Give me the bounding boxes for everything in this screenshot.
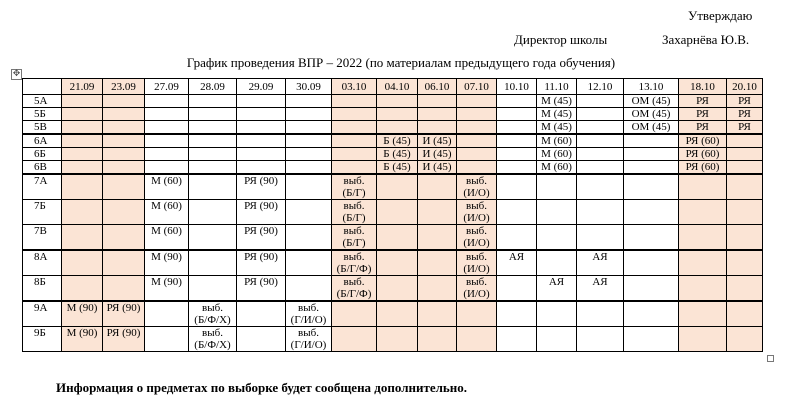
- schedule-cell: [286, 95, 332, 108]
- schedule-cell: [145, 95, 189, 108]
- schedule-cell: [189, 174, 237, 200]
- schedule-cell: [145, 121, 189, 135]
- schedule-cell: М (90): [62, 301, 103, 327]
- schedule-cell: М (90): [145, 276, 189, 302]
- corner-cell: [23, 79, 62, 95]
- date-header: 10.10: [497, 79, 537, 95]
- table-row: [23, 200, 763, 225]
- schedule-cell: [537, 301, 577, 327]
- schedule-cell: [62, 200, 103, 225]
- schedule-cell: [624, 276, 679, 302]
- schedule-cell: [624, 327, 679, 352]
- schedule-cell: [418, 250, 457, 276]
- director-label: Директор школы: [514, 32, 608, 47]
- schedule-cell: [103, 200, 145, 225]
- schedule-cell: РЯ (60): [679, 148, 727, 161]
- class-label: 5В: [23, 121, 62, 135]
- schedule-cell: [624, 301, 679, 327]
- schedule-cell: [189, 95, 237, 108]
- schedule-cell: [537, 250, 577, 276]
- schedule-cell: выб. (И/О): [457, 250, 497, 276]
- schedule-cell: выб. (Б/Г/Ф): [332, 250, 377, 276]
- schedule-cell: [103, 276, 145, 302]
- class-label: 7В: [23, 225, 62, 251]
- schedule-cell: [286, 200, 332, 225]
- schedule-cell: М (90): [145, 250, 189, 276]
- schedule-cell: [62, 95, 103, 108]
- schedule-cell: [377, 121, 418, 135]
- table-row: [23, 134, 763, 148]
- schedule-cell: РЯ (60): [679, 161, 727, 175]
- schedule-cell: выб. (Б/Г): [332, 200, 377, 225]
- schedule-cell: [679, 174, 727, 200]
- class-label: 5Б: [23, 108, 62, 121]
- date-header: 11.10: [537, 79, 577, 95]
- schedule-cell: АЯ: [537, 276, 577, 302]
- schedule-cell: [332, 121, 377, 135]
- table-row: [23, 174, 763, 200]
- class-label: 7А: [23, 174, 62, 200]
- schedule-cell: [457, 161, 497, 175]
- schedule-cell: [145, 148, 189, 161]
- schedule-cell: [189, 134, 237, 148]
- schedule-cell: [286, 121, 332, 135]
- schedule-cell: РЯ: [727, 95, 763, 108]
- schedule-cell: [286, 108, 332, 121]
- schedule-cell: выб. (Б/Ф/Х): [189, 327, 237, 352]
- schedule-cell: выб. (Б/Г): [332, 225, 377, 251]
- schedule-cell: [577, 301, 624, 327]
- schedule-cell: [332, 134, 377, 148]
- table-resize-handle[interactable]: [767, 355, 774, 362]
- schedule-cell: [332, 148, 377, 161]
- schedule-cell: РЯ (90): [237, 174, 286, 200]
- schedule-cell: М (60): [145, 174, 189, 200]
- schedule-cell: [189, 250, 237, 276]
- schedule-cell: РЯ: [679, 121, 727, 135]
- schedule-cell: [418, 121, 457, 135]
- schedule-cell: РЯ (90): [237, 276, 286, 302]
- schedule-cell: [537, 200, 577, 225]
- schedule-cell: [189, 121, 237, 135]
- schedule-cell: [624, 148, 679, 161]
- schedule-cell: выб. (Б/Г/Ф): [332, 276, 377, 302]
- schedule-cell: ОМ (45): [624, 121, 679, 135]
- schedule-cell: [624, 225, 679, 251]
- schedule-cell: [497, 148, 537, 161]
- schedule-cell: выб. (И/О): [457, 276, 497, 302]
- schedule-cell: [103, 148, 145, 161]
- class-label: 8А: [23, 250, 62, 276]
- schedule-cell: выб. (Г/И/О): [286, 301, 332, 327]
- table-row: [23, 276, 763, 302]
- schedule-cell: [418, 200, 457, 225]
- schedule-cell: [497, 161, 537, 175]
- schedule-cell: [457, 108, 497, 121]
- schedule-cell: М (60): [145, 225, 189, 251]
- date-header: 18.10: [679, 79, 727, 95]
- schedule-cell: [332, 161, 377, 175]
- table-row: [23, 108, 763, 121]
- schedule-cell: [377, 327, 418, 352]
- schedule-cell: И (45): [418, 148, 457, 161]
- class-label: 9Б: [23, 327, 62, 352]
- schedule-cell: [418, 108, 457, 121]
- schedule-cell: выб. (И/О): [457, 174, 497, 200]
- schedule-cell: [62, 250, 103, 276]
- schedule-cell: [537, 225, 577, 251]
- schedule-cell: [624, 200, 679, 225]
- schedule-cell: [497, 134, 537, 148]
- schedule-cell: выб. (И/О): [457, 225, 497, 251]
- schedule-cell: [497, 121, 537, 135]
- schedule-cell: [103, 225, 145, 251]
- schedule-cell: [286, 134, 332, 148]
- schedule-cell: М (45): [537, 95, 577, 108]
- table-row: [23, 250, 763, 276]
- table-row: [23, 225, 763, 251]
- schedule-cell: [497, 108, 537, 121]
- schedule-cell: [577, 148, 624, 161]
- schedule-table: [22, 78, 763, 352]
- schedule-cell: [457, 148, 497, 161]
- schedule-cell: [103, 95, 145, 108]
- schedule-cell: [497, 301, 537, 327]
- schedule-cell: [332, 301, 377, 327]
- table-row: [23, 148, 763, 161]
- schedule-cell: [189, 200, 237, 225]
- class-label: 5А: [23, 95, 62, 108]
- date-header: 03.10: [332, 79, 377, 95]
- schedule-cell: [332, 108, 377, 121]
- schedule-cell: [457, 95, 497, 108]
- schedule-cell: [727, 327, 763, 352]
- schedule-cell: [237, 327, 286, 352]
- schedule-cell: [679, 250, 727, 276]
- footer-note: Информация о предметах по выборке будет сообщена дополнительно.: [56, 380, 468, 395]
- class-label: 9А: [23, 301, 62, 327]
- schedule-cell: [727, 148, 763, 161]
- date-header: 21.09: [62, 79, 103, 95]
- schedule-cell: [189, 276, 237, 302]
- schedule-cell: [103, 161, 145, 175]
- date-header: 06.10: [418, 79, 457, 95]
- schedule-cell: [237, 148, 286, 161]
- schedule-cell: [237, 121, 286, 135]
- schedule-cell: Б (45): [377, 161, 418, 175]
- schedule-cell: [62, 225, 103, 251]
- schedule-cell: [679, 225, 727, 251]
- schedule-cell: [679, 276, 727, 302]
- schedule-cell: [103, 108, 145, 121]
- schedule-cell: [237, 108, 286, 121]
- schedule-cell: М (90): [62, 327, 103, 352]
- schedule-cell: [286, 148, 332, 161]
- schedule-cell: [577, 108, 624, 121]
- schedule-cell: [457, 301, 497, 327]
- schedule-cell: [103, 174, 145, 200]
- date-header: 29.09: [237, 79, 286, 95]
- table-row: [23, 121, 763, 135]
- date-header: 07.10: [457, 79, 497, 95]
- schedule-cell: [377, 225, 418, 251]
- schedule-cell: [624, 161, 679, 175]
- schedule-cell: [457, 134, 497, 148]
- schedule-cell: [145, 134, 189, 148]
- schedule-cell: М (60): [145, 200, 189, 225]
- schedule-cell: РЯ: [679, 108, 727, 121]
- schedule-cell: [62, 174, 103, 200]
- table-row: [23, 95, 763, 108]
- schedule-cell: [577, 225, 624, 251]
- schedule-cell: ОМ (45): [624, 108, 679, 121]
- schedule-cell: РЯ: [679, 95, 727, 108]
- document-title: График проведения ВПР – 2022 (по материалам предыдущего года обучения): [186, 55, 616, 70]
- schedule-cell: [286, 276, 332, 302]
- schedule-cell: [189, 225, 237, 251]
- schedule-cell: [624, 174, 679, 200]
- schedule-cell: [537, 327, 577, 352]
- date-header: 30.09: [286, 79, 332, 95]
- schedule-cell: [679, 200, 727, 225]
- schedule-cell: АЯ: [577, 250, 624, 276]
- schedule-cell: [418, 225, 457, 251]
- schedule-cell: выб. (Б/Г): [332, 174, 377, 200]
- schedule-cell: [145, 161, 189, 175]
- schedule-cell: [727, 250, 763, 276]
- table-row: [23, 301, 763, 327]
- schedule-cell: [418, 276, 457, 302]
- date-header: 12.10: [577, 79, 624, 95]
- schedule-cell: [727, 134, 763, 148]
- schedule-cell: [62, 148, 103, 161]
- schedule-cell: [377, 174, 418, 200]
- schedule-cell: [418, 95, 457, 108]
- schedule-cell: [145, 327, 189, 352]
- table-move-handle-icon[interactable]: ✥: [12, 69, 21, 79]
- schedule-cell: [537, 174, 577, 200]
- schedule-cell: [457, 121, 497, 135]
- schedule-cell: ОМ (45): [624, 95, 679, 108]
- date-header: 23.09: [103, 79, 145, 95]
- class-label: 6А: [23, 134, 62, 148]
- date-header: 13.10: [624, 79, 679, 95]
- schedule-cell: РЯ (60): [679, 134, 727, 148]
- schedule-cell: [332, 95, 377, 108]
- schedule-cell: [497, 200, 537, 225]
- schedule-cell: [727, 301, 763, 327]
- schedule-cell: [377, 250, 418, 276]
- schedule-cell: РЯ (90): [103, 327, 145, 352]
- schedule-cell: [727, 161, 763, 175]
- schedule-cell: [377, 301, 418, 327]
- schedule-cell: [577, 121, 624, 135]
- schedule-cell: [377, 200, 418, 225]
- schedule-cell: АЯ: [497, 250, 537, 276]
- schedule-cell: [457, 327, 497, 352]
- schedule-cell: [679, 327, 727, 352]
- schedule-cell: М (45): [537, 121, 577, 135]
- schedule-cell: РЯ (90): [103, 301, 145, 327]
- schedule-cell: [577, 134, 624, 148]
- schedule-cell: М (45): [537, 108, 577, 121]
- schedule-cell: [624, 134, 679, 148]
- schedule-cell: [727, 200, 763, 225]
- schedule-cell: [418, 327, 457, 352]
- schedule-cell: [286, 161, 332, 175]
- schedule-cell: [577, 327, 624, 352]
- schedule-cell: [189, 161, 237, 175]
- schedule-cell: [577, 200, 624, 225]
- schedule-cell: [497, 225, 537, 251]
- schedule-cell: [377, 95, 418, 108]
- schedule-cell: [62, 134, 103, 148]
- table-row: [23, 327, 763, 352]
- schedule-cell: Б (45): [377, 134, 418, 148]
- date-header: 28.09: [189, 79, 237, 95]
- schedule-cell: [62, 161, 103, 175]
- schedule-cell: [237, 134, 286, 148]
- schedule-cell: [145, 108, 189, 121]
- schedule-cell: [624, 250, 679, 276]
- class-label: 6Б: [23, 148, 62, 161]
- schedule-cell: [727, 174, 763, 200]
- schedule-cell: М (60): [537, 134, 577, 148]
- schedule-cell: [577, 95, 624, 108]
- schedule-cell: [497, 327, 537, 352]
- schedule-cell: РЯ: [727, 108, 763, 121]
- header-row: [23, 79, 763, 95]
- schedule-cell: [727, 276, 763, 302]
- schedule-cell: [145, 301, 189, 327]
- schedule-cell: [237, 301, 286, 327]
- schedule-cell: Б (45): [377, 148, 418, 161]
- schedule-cell: [418, 301, 457, 327]
- schedule-cell: [577, 161, 624, 175]
- date-header: 04.10: [377, 79, 418, 95]
- schedule-cell: РЯ: [727, 121, 763, 135]
- approve-label: Утверждаю: [688, 8, 753, 23]
- schedule-cell: [727, 225, 763, 251]
- schedule-cell: РЯ (90): [237, 225, 286, 251]
- class-label: 8Б: [23, 276, 62, 302]
- schedule-cell: [103, 134, 145, 148]
- schedule-cell: выб. (И/О): [457, 200, 497, 225]
- schedule-cell: выб. (Г/И/О): [286, 327, 332, 352]
- schedule-cell: выб. (Б/Ф/Х): [189, 301, 237, 327]
- schedule-cell: РЯ (90): [237, 200, 286, 225]
- schedule-cell: [189, 148, 237, 161]
- schedule-cell: РЯ (90): [237, 250, 286, 276]
- schedule-cell: [377, 108, 418, 121]
- class-label: 7Б: [23, 200, 62, 225]
- schedule-cell: [237, 95, 286, 108]
- schedule-cell: И (45): [418, 161, 457, 175]
- schedule-cell: [103, 250, 145, 276]
- class-label: 6В: [23, 161, 62, 175]
- schedule-cell: [418, 174, 457, 200]
- schedule-cell: [62, 108, 103, 121]
- schedule-cell: М (60): [537, 148, 577, 161]
- schedule-cell: [377, 276, 418, 302]
- schedule-cell: [103, 121, 145, 135]
- schedule-cell: [189, 108, 237, 121]
- date-header: 27.09: [145, 79, 189, 95]
- date-header: 20.10: [727, 79, 763, 95]
- schedule-cell: И (45): [418, 134, 457, 148]
- table-row: [23, 161, 763, 175]
- schedule-cell: [62, 121, 103, 135]
- schedule-cell: [497, 174, 537, 200]
- schedule-cell: [286, 250, 332, 276]
- schedule-cell: [286, 225, 332, 251]
- schedule-cell: [237, 161, 286, 175]
- schedule-cell: [286, 174, 332, 200]
- schedule-cell: АЯ: [577, 276, 624, 302]
- schedule-cell: [62, 276, 103, 302]
- schedule-cell: [679, 301, 727, 327]
- schedule-cell: [497, 276, 537, 302]
- schedule-cell: [577, 174, 624, 200]
- schedule-cell: М (60): [537, 161, 577, 175]
- schedule-cell: [332, 327, 377, 352]
- director-name: Захарнёва Ю.В.: [662, 32, 750, 47]
- schedule-cell: [497, 95, 537, 108]
